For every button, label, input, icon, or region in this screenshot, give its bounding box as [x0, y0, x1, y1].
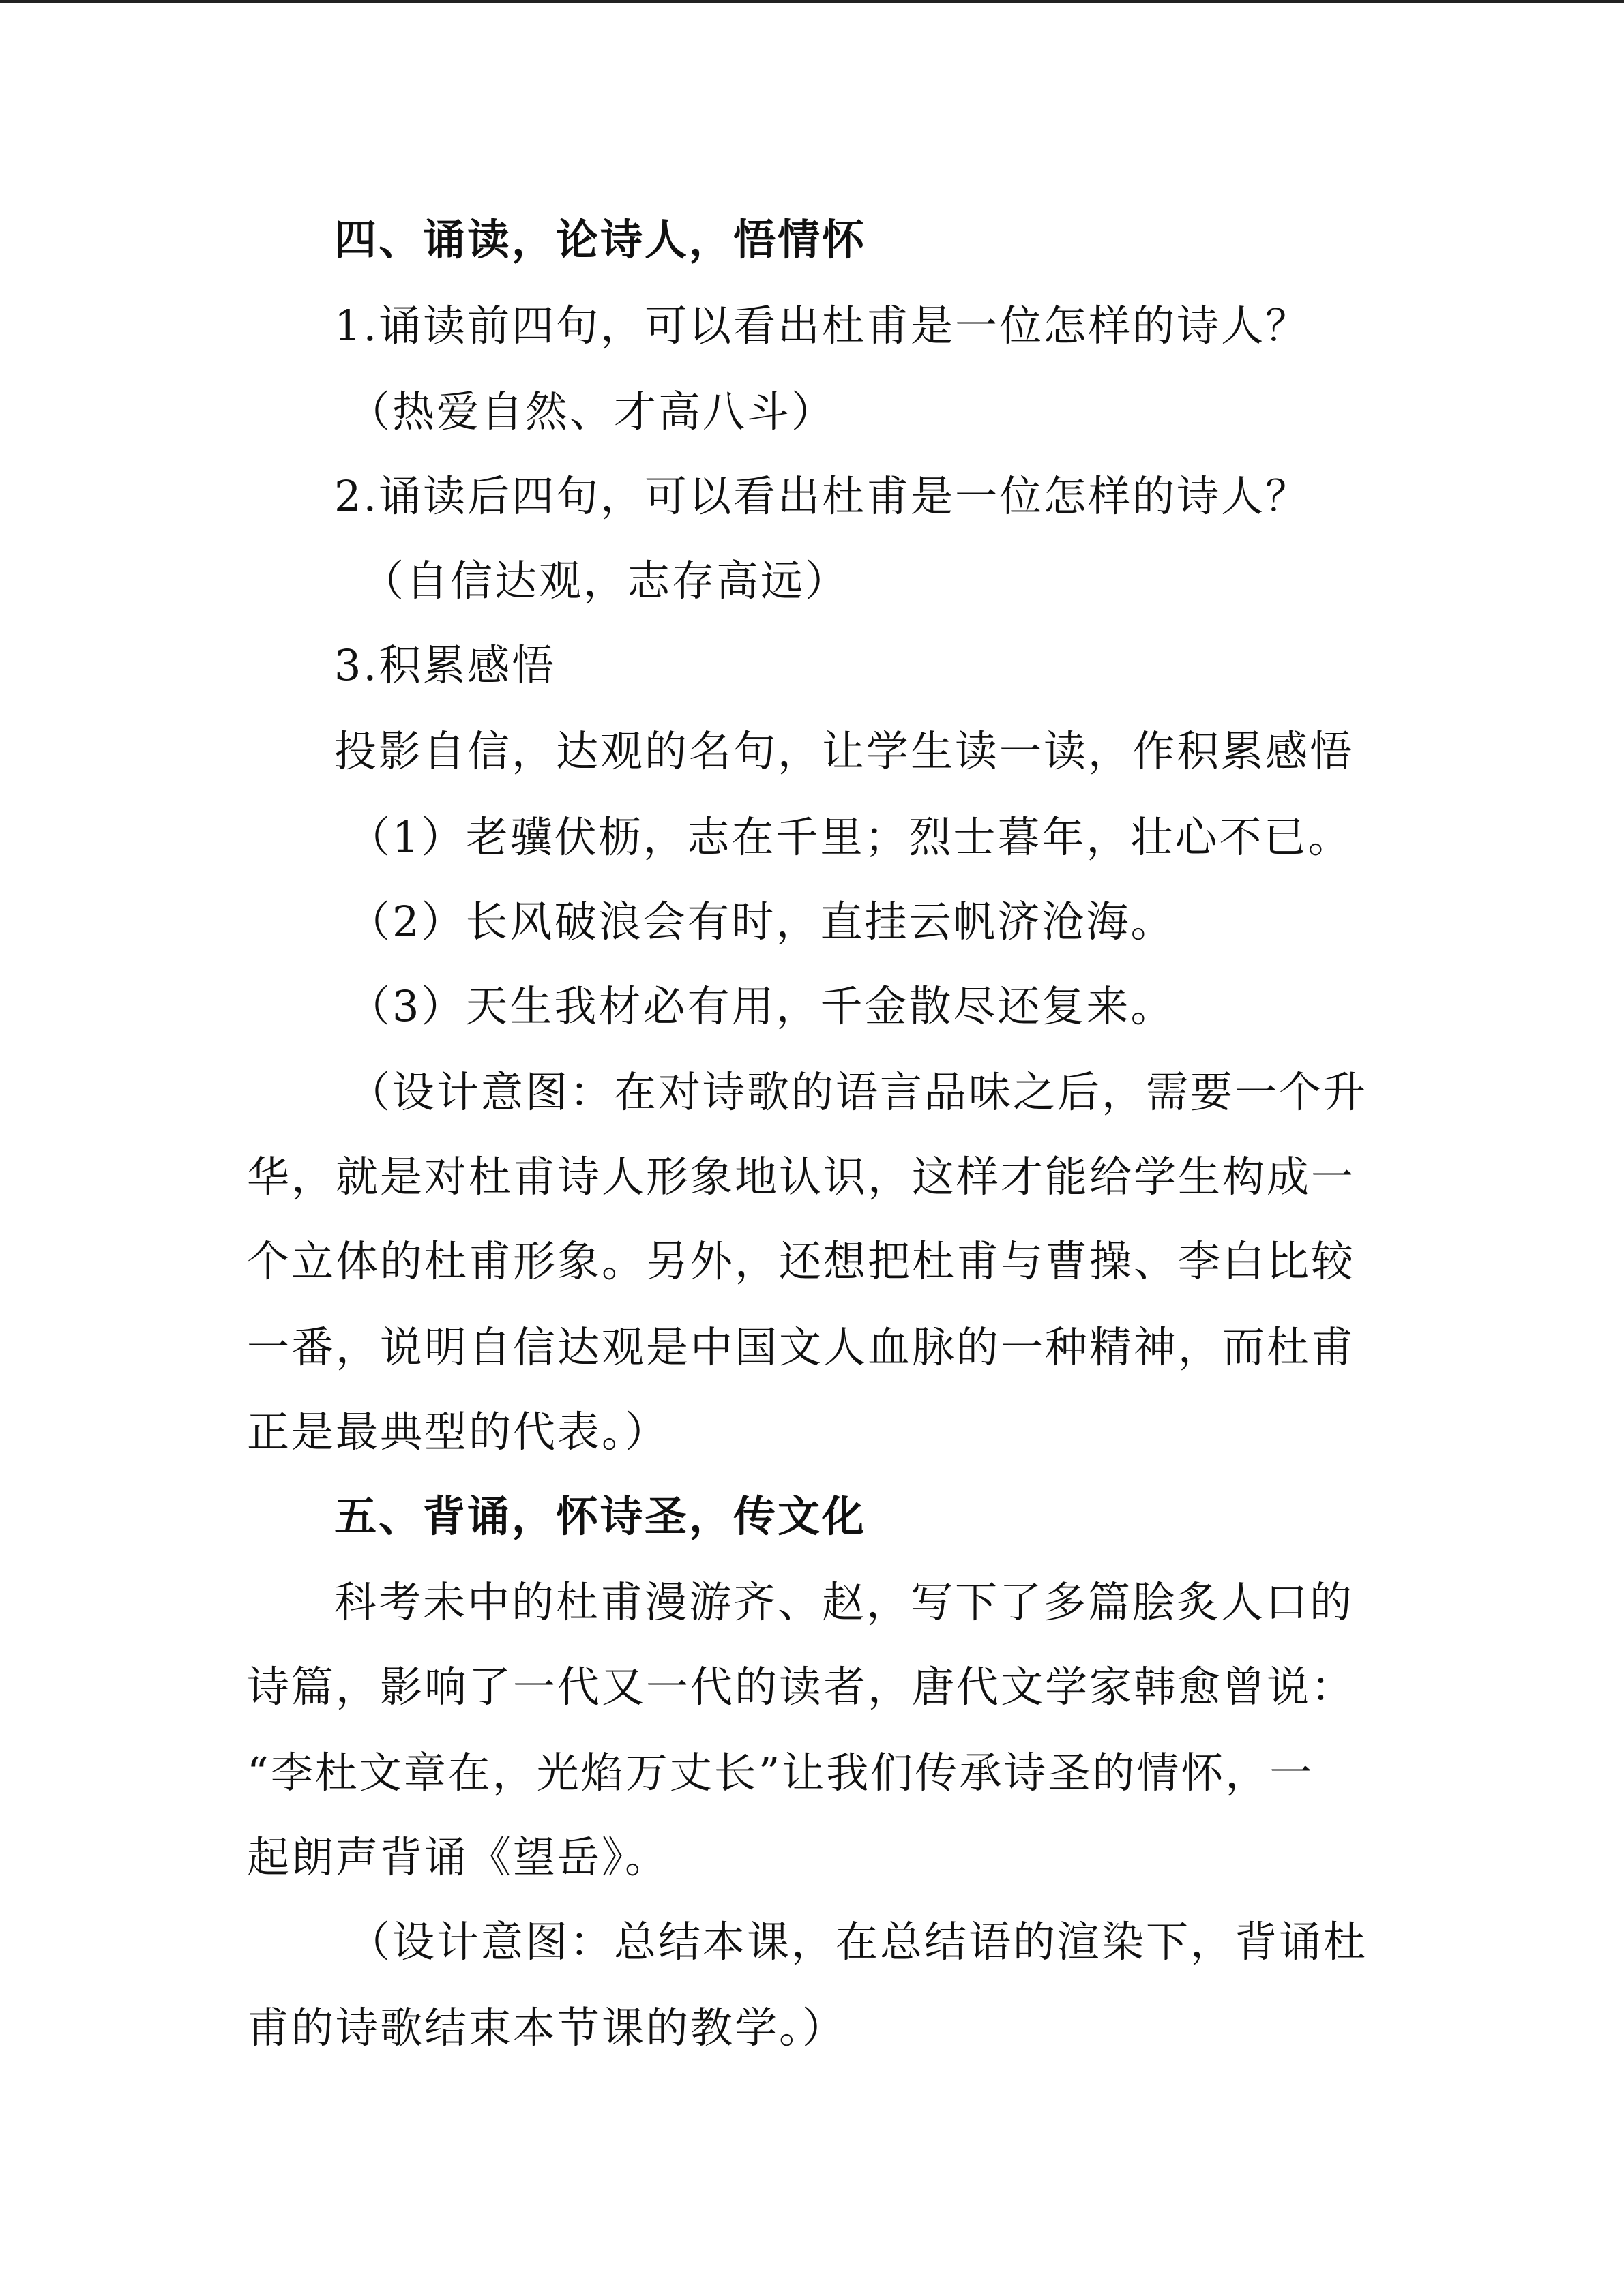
question-2: 2.诵读后四句，可以看出杜甫是一位怎样的诗人？ — [334, 471, 1310, 521]
paragraph-line: 起朗声背诵《望岳》。 — [247, 1832, 670, 1882]
paragraph-line: 投影自信，达观的名句，让学生读一读，作积累感悟 — [334, 726, 1355, 776]
design-intent-line: 华，就是对杜甫诗人形象地认识，这样才能给学生构成一 — [247, 1152, 1356, 1202]
section-heading-5: 五、背诵，怀诗圣，传文化 — [334, 1491, 867, 1541]
section-heading-4: 四、诵读，论诗人，悟情怀 — [334, 215, 867, 265]
question-1: 1.诵读前四句，可以看出杜甫是一位怎样的诗人？ — [334, 301, 1310, 351]
paragraph-line: 科考未中的杜甫漫游齐、赵，写下了多篇脍炙人口的 — [334, 1577, 1355, 1627]
design-intent-line: 甫的诗歌结束本节课的教学。） — [247, 2003, 847, 2053]
subheading-3: 3.积累感悟 — [334, 640, 557, 690]
design-intent-line: 正是最典型的代表。） — [247, 1407, 670, 1457]
page-top-border — [0, 0, 1624, 3]
design-intent-line: 个立体的杜甫形象。另外，还想把杜甫与曹操、李白比较 — [247, 1236, 1356, 1286]
answer-2: （自信达观，志存高远） — [361, 556, 850, 606]
paragraph-line: 诗篇，影响了一代又一代的读者，唐代文学家韩愈曾说： — [247, 1662, 1356, 1712]
quote-item-2: （2）长风破浪会有时，直挂云帆济沧海。 — [348, 897, 1175, 946]
quote-item-3: （3）天生我材必有用，千金散尽还复来。 — [348, 981, 1175, 1031]
design-intent-line: 一番，说明自信达观是中国文人血脉的一种精神，而杜甫 — [247, 1322, 1356, 1372]
answer-1: （热爱自然、才高八斗） — [348, 387, 836, 436]
quote-item-1: （1）老骥伏枥，志在千里；烈士暮年，壮心不已。 — [348, 812, 1353, 862]
design-intent-line: （设计意图：在对诗歌的语言品味之后，需要一个升 — [348, 1067, 1368, 1117]
paragraph-line: “李杜文章在，光焰万丈长”让我们传承诗圣的情怀，一 — [247, 1748, 1314, 1798]
design-intent-line: （设计意图：总结本课，在总结语的渲染下，背诵杜 — [348, 1917, 1368, 1967]
